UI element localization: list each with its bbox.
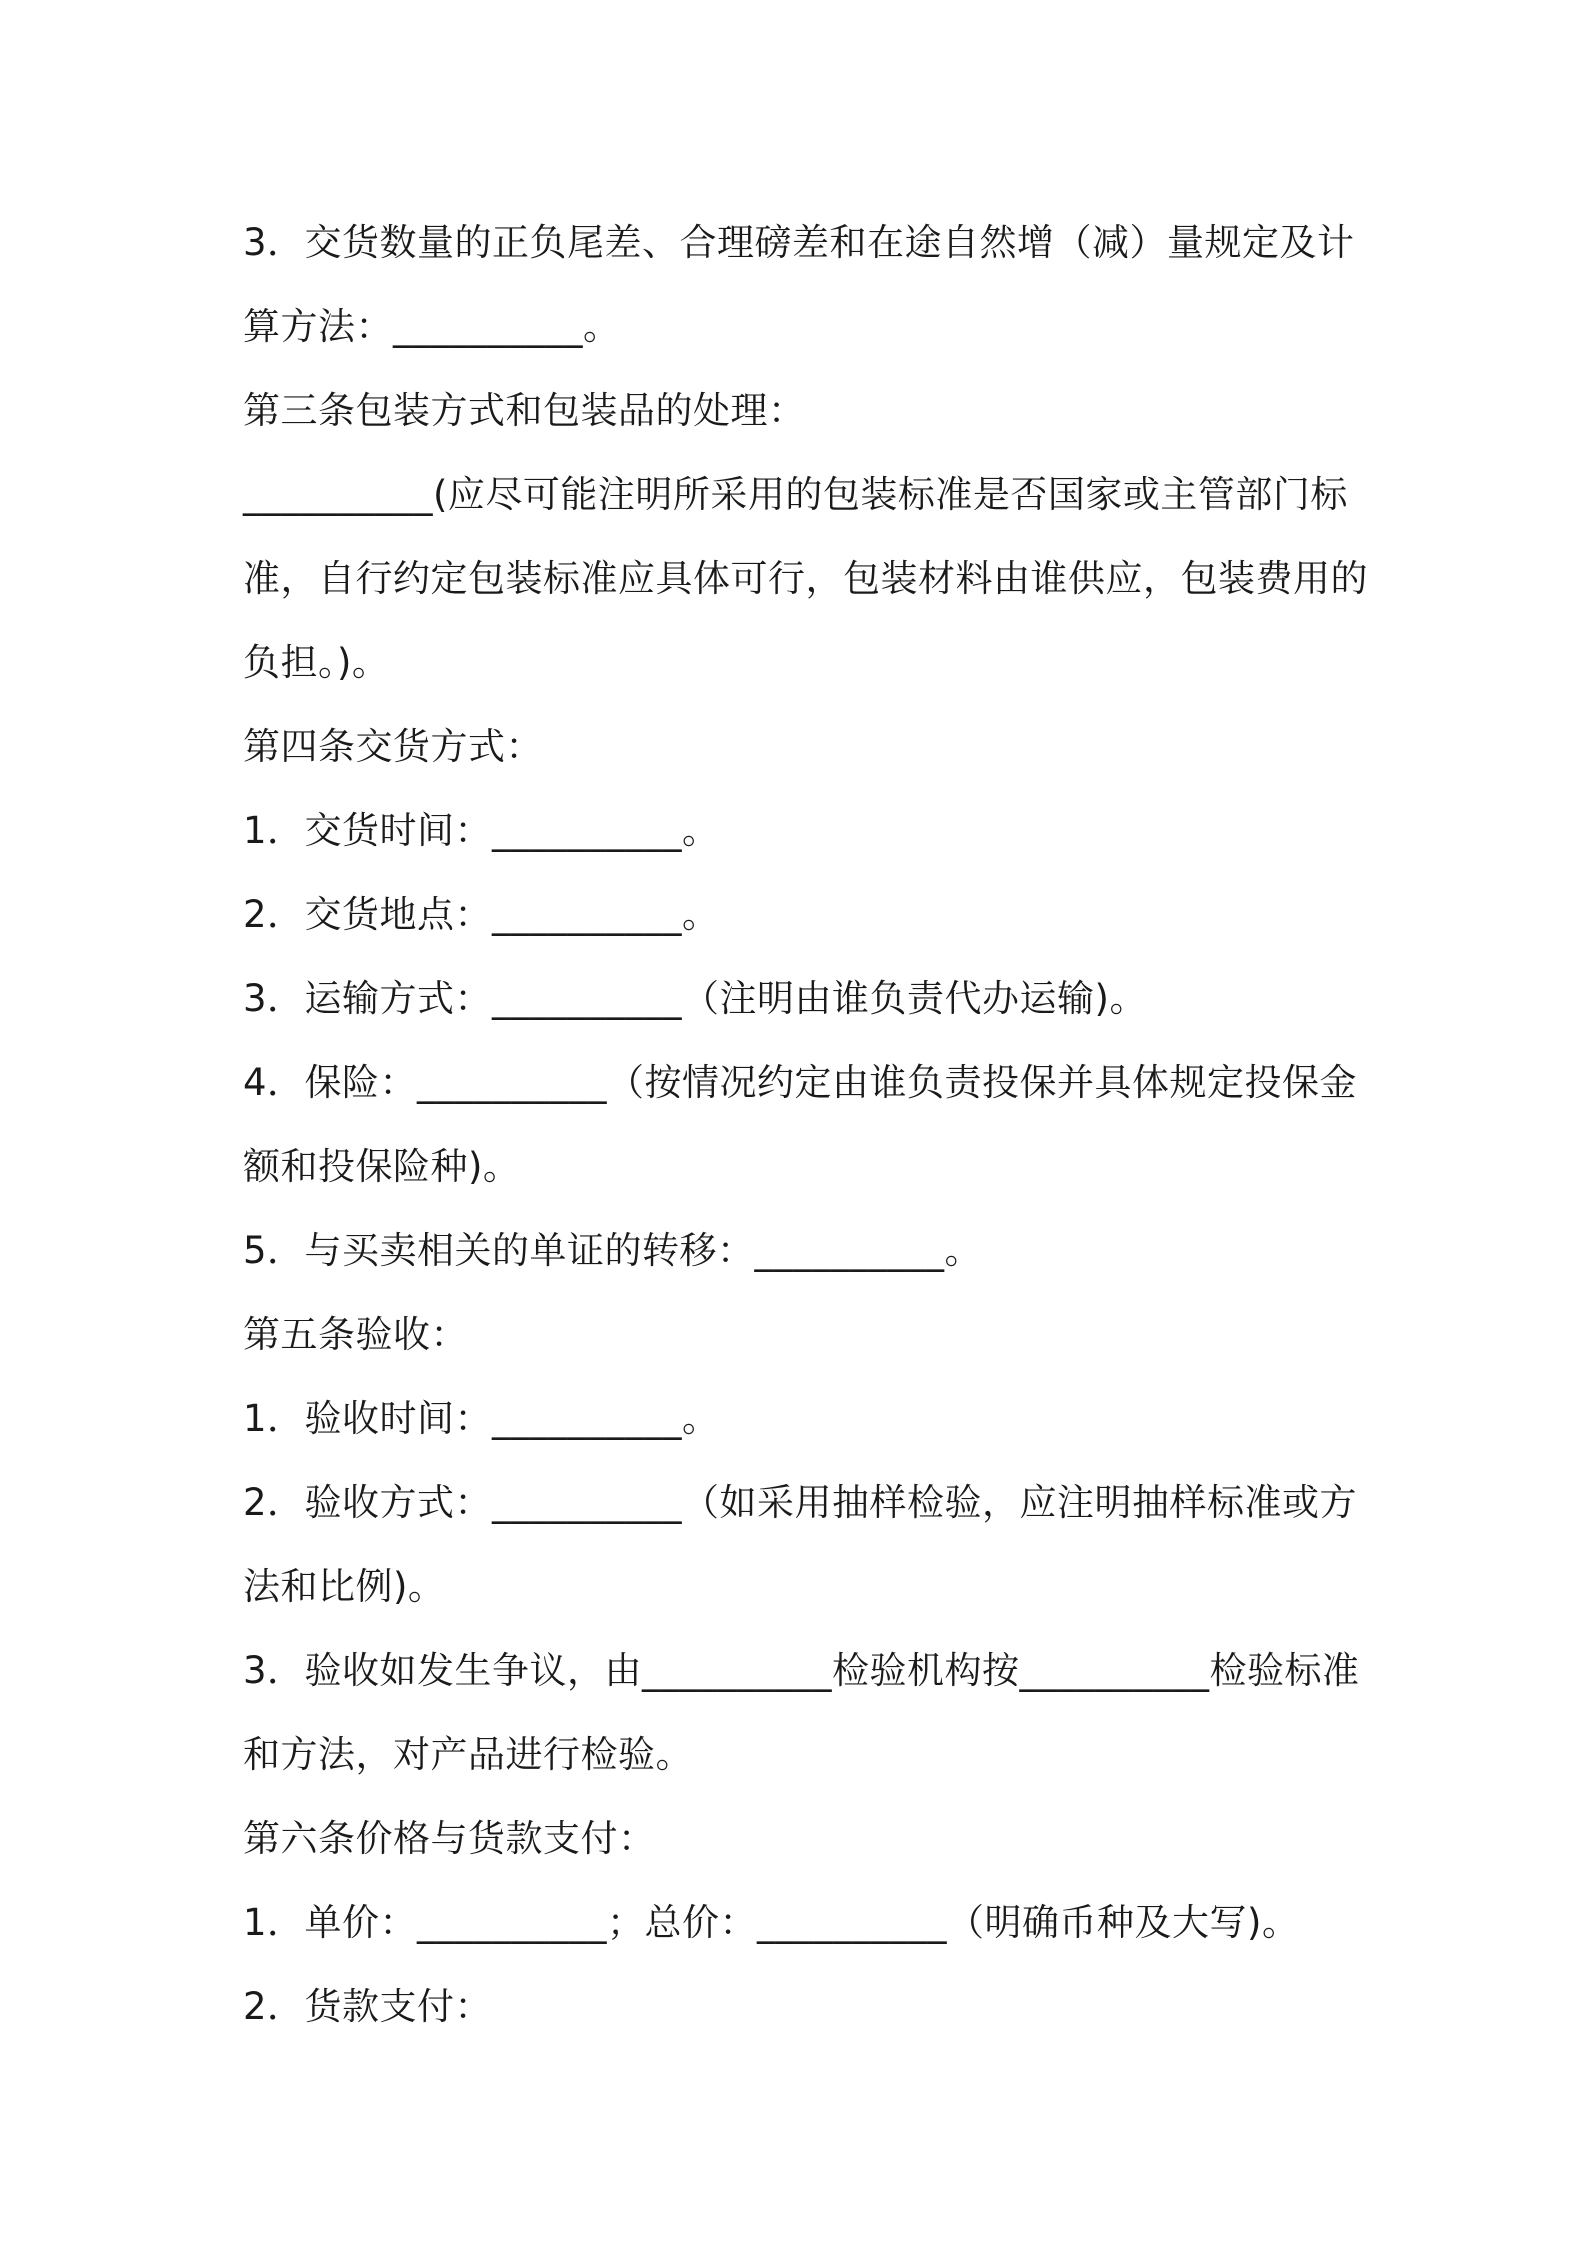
inspection-method-item-line-1: 2．验收方式：__________（如采用抽样检验，应注明抽样标准或方 bbox=[243, 1481, 1358, 1524]
inspection-time-item: 1．验收时间：__________。 bbox=[243, 1397, 720, 1440]
transport-method-item: 3．运输方式：__________（注明由谁负责代办运输)。 bbox=[243, 977, 1147, 1020]
article-5-heading: 第五条验收： bbox=[243, 1313, 468, 1356]
clause-3-quantity-tolerance: 3．交货数量的正负尾差、合理磅差和在途自然增（减）量规定及计 bbox=[243, 221, 1355, 264]
inspection-dispute-item-line-1: 3．验收如发生争议，由__________检验机构按__________检验标准 bbox=[243, 1649, 1360, 1692]
documents-transfer-item: 5．与买卖相关的单证的转移：__________。 bbox=[243, 1229, 983, 1272]
article-6-heading: 第六条价格与货款支付： bbox=[243, 1817, 656, 1860]
payment-item: 2．货款支付： bbox=[243, 1985, 493, 2028]
insurance-item-line-2: 额和投保险种)。 bbox=[243, 1145, 521, 1188]
delivery-place-item: 2．交货地点：__________。 bbox=[243, 893, 720, 936]
article-3-packaging-line-1: __________(应尽可能注明所采用的包装标准是否国家或主管部门标 bbox=[243, 473, 1348, 516]
inspection-method-item-line-2: 法和比例)。 bbox=[243, 1565, 446, 1608]
inspection-dispute-item-line-2: 和方法，对产品进行检验。 bbox=[243, 1733, 693, 1776]
article-3-packaging-line-3: 负担。)。 bbox=[243, 641, 390, 684]
article-4-heading: 第四条交货方式： bbox=[243, 725, 543, 768]
delivery-time-item: 1．交货时间：__________。 bbox=[243, 809, 720, 852]
document-page bbox=[243, 201, 1368, 2049]
price-item: 1．单价：__________；总价：__________（明确币种及大写)。 bbox=[243, 1901, 1300, 1944]
article-3-heading: 第三条包装方式和包装品的处理： bbox=[243, 389, 806, 432]
insurance-item-line-1: 4．保险：__________（按情况约定由谁负责投保并具体规定投保金 bbox=[243, 1061, 1358, 1104]
clause-3-calculation-method: 算方法：__________。 bbox=[243, 305, 621, 348]
article-3-packaging-line-2: 准，自行约定包装标准应具体可行，包装材料由谁供应，包装费用的 bbox=[243, 557, 1368, 600]
